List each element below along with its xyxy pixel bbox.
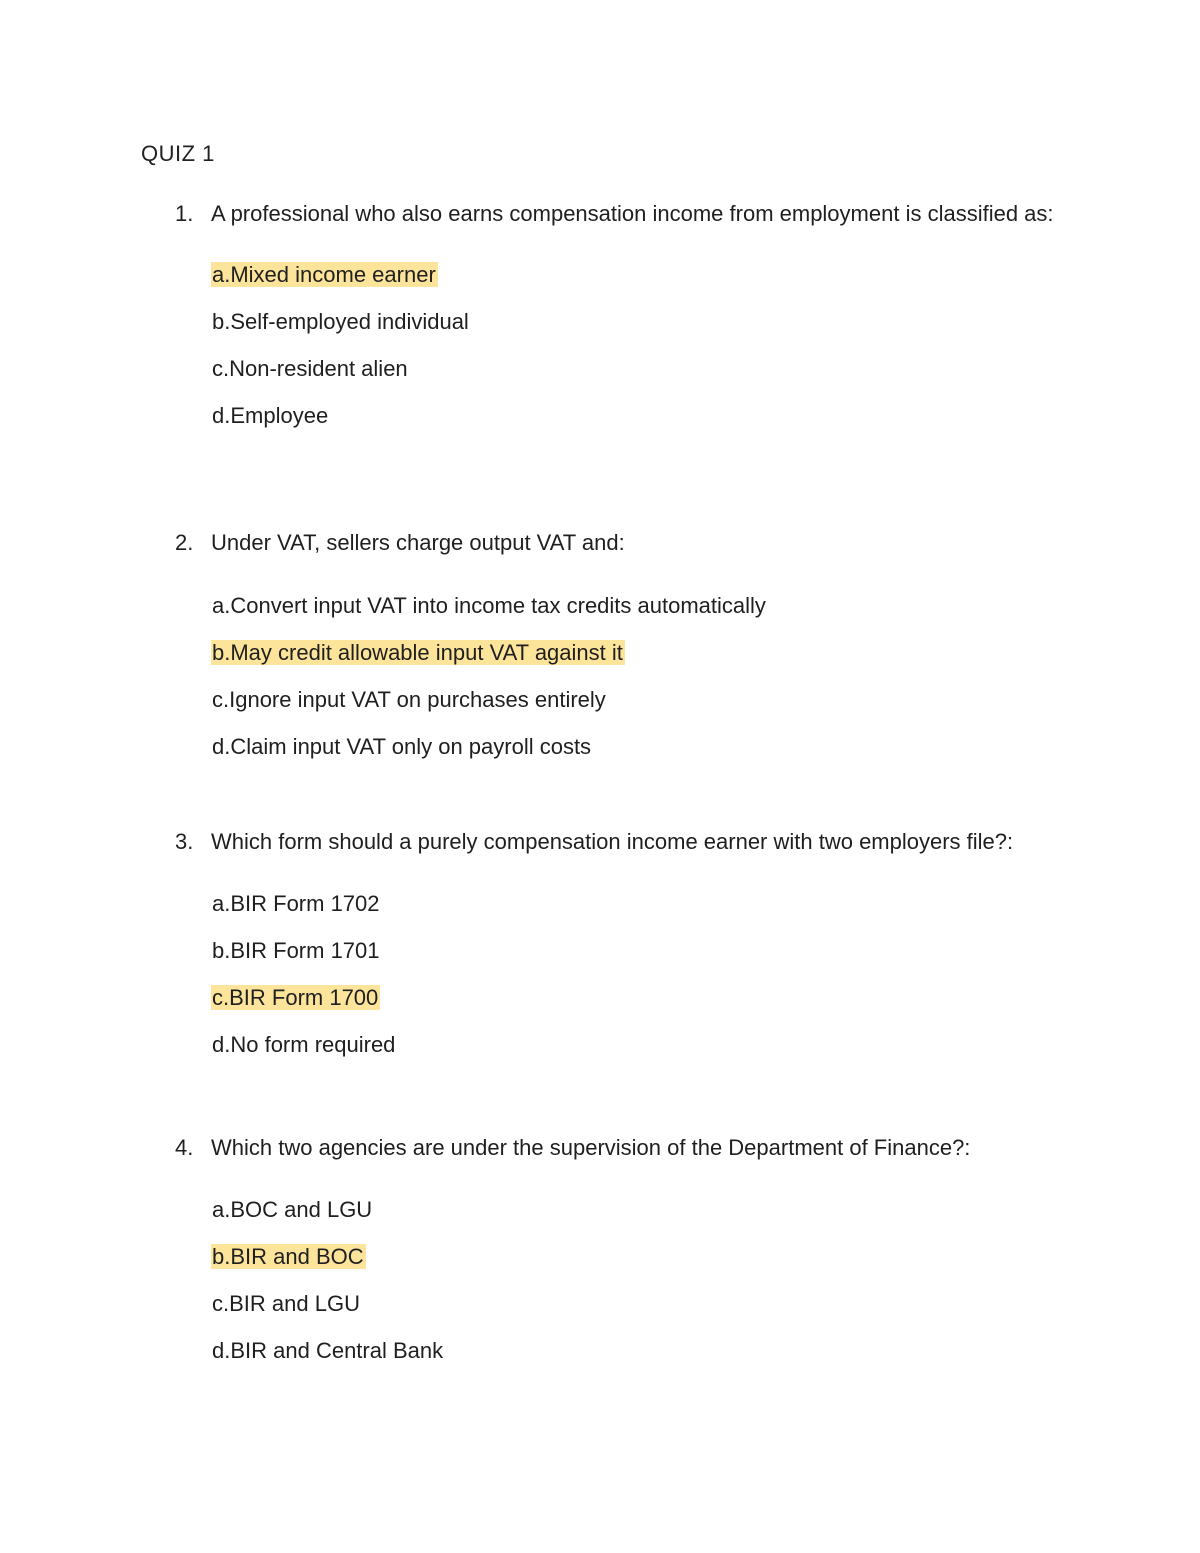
- option-a: [211, 591, 1065, 621]
- option-b: [211, 307, 1065, 337]
- option-c: [211, 983, 1065, 1013]
- question-number: 2.: [175, 530, 194, 555]
- option-list: [175, 1195, 1065, 1366]
- option-label: b.Self-employed individual: [212, 309, 469, 334]
- question-2: [175, 527, 1065, 779]
- option-c: [211, 354, 1065, 384]
- question-number: 4.: [175, 1135, 194, 1160]
- question-3: [175, 826, 1065, 1077]
- question-text: A professional who also earns compensation income from employment is classified as:: [211, 201, 1054, 226]
- option-a: [211, 889, 1065, 919]
- question-number: 1.: [175, 201, 194, 226]
- option-d: [211, 1336, 1065, 1366]
- question-stem: [175, 1132, 1065, 1164]
- option-label: b.BIR and BOC: [212, 1244, 364, 1269]
- option-d: [211, 1030, 1065, 1060]
- option-c: [211, 1289, 1065, 1319]
- option-d: [211, 401, 1065, 431]
- question-number: 3.: [175, 829, 194, 854]
- option-c: [211, 685, 1065, 715]
- option-label: c.Ignore input VAT on purchases entirely: [212, 687, 606, 712]
- option-list: [175, 260, 1065, 431]
- question-stem: [175, 198, 1065, 230]
- option-list: [175, 889, 1065, 1060]
- question-stem: [175, 527, 1065, 559]
- option-label: d.Claim input VAT only on payroll costs: [212, 734, 592, 759]
- question-1: [175, 198, 1065, 448]
- option-label: d.Employee: [212, 403, 329, 428]
- question-text: Which form should a purely compensation income earner with two employers file?:: [211, 829, 1014, 854]
- option-label: b.May credit allowable input VAT against it: [212, 640, 623, 665]
- option-label: a.Convert input VAT into income tax credits automatically: [212, 593, 766, 618]
- option-d: [211, 732, 1065, 762]
- option-label: c.BIR and LGU: [212, 1291, 360, 1316]
- option-list: [175, 591, 1065, 762]
- question-4: [175, 1132, 1065, 1383]
- option-label: b.BIR Form 1701: [212, 938, 380, 963]
- option-a: [211, 260, 1065, 290]
- option-label: c.BIR Form 1700: [212, 985, 379, 1010]
- option-label: a.BOC and LGU: [212, 1197, 373, 1222]
- question-stem: [175, 826, 1065, 858]
- question-text: Under VAT, sellers charge output VAT and:: [211, 530, 625, 555]
- quiz-title: QUIZ 1: [141, 141, 215, 166]
- option-b: [211, 1242, 1065, 1272]
- option-b: [211, 936, 1065, 966]
- question-text: Which two agencies are under the supervision of the Department of Finance?:: [211, 1135, 971, 1160]
- option-label: a.BIR Form 1702: [212, 891, 380, 916]
- option-label: d.BIR and Central Bank: [212, 1338, 444, 1363]
- option-label: a.Mixed income earner: [212, 262, 436, 287]
- option-b: [211, 638, 1065, 668]
- option-a: [211, 1195, 1065, 1225]
- option-label: d.No form required: [212, 1032, 396, 1057]
- option-label: c.Non-resident alien: [212, 356, 408, 381]
